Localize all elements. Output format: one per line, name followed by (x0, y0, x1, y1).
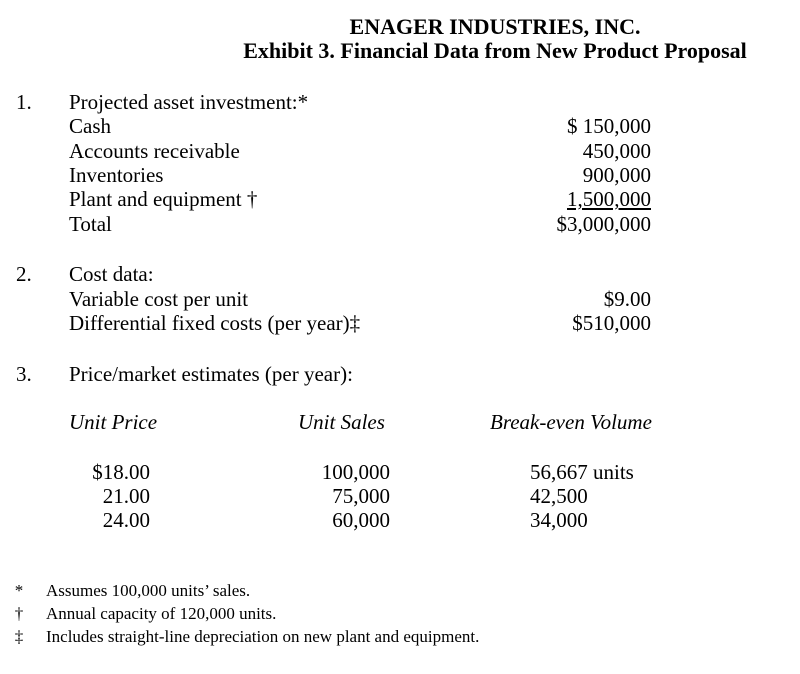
row-label-variable-cost: Variable cost per unit (69, 287, 249, 311)
column-header-unit-price: Unit Price (69, 410, 158, 434)
row-label-plant-and-equipment: Plant and equipment † (69, 187, 258, 211)
exhibit-title: Exhibit 3. Financial Data from New Product Proposal (243, 38, 747, 63)
footnote-mark-dagger: † (14, 604, 24, 623)
section-number-1: 1. (16, 90, 32, 114)
cell-sales-2: 75,000 (332, 484, 390, 508)
row-value-variable-cost: $9.00 (603, 287, 651, 311)
row-value-total: $3,000,000 (556, 212, 651, 236)
cell-price-1: $18.00 (92, 460, 150, 484)
footnote-mark-double-dagger: ‡ (14, 627, 24, 646)
section-heading-cost-data: Cost data: (69, 262, 154, 286)
row-value-cash: $ 150,000 (567, 114, 651, 138)
row-value-plant-and-equipment: 1,500,000 (567, 187, 651, 211)
column-header-break-even: Break-even Volume (490, 410, 652, 434)
row-value-inventories: 900,000 (582, 163, 651, 187)
cell-sales-1: 100,000 (321, 460, 390, 484)
column-header-unit-sales: Unit Sales (298, 410, 385, 434)
cell-sales-3: 60,000 (332, 508, 390, 532)
cell-breakeven-3: 34,000 (530, 508, 588, 532)
cell-breakeven-1: 56,667 units (530, 460, 634, 484)
footnote-text-double-dagger: Includes straight-line depreciation on new plant and equipment. (46, 627, 480, 646)
cell-breakeven-2: 42,500 (530, 484, 588, 508)
row-value-accounts-receivable: 450,000 (582, 139, 651, 163)
section-number-2: 2. (16, 262, 32, 286)
footnote-text-dagger: Annual capacity of 120,000 units. (46, 604, 277, 623)
row-label-inventories: Inventories (69, 163, 164, 187)
row-label-accounts-receivable: Accounts receivable (69, 139, 240, 163)
cell-price-2: 21.00 (102, 484, 150, 508)
company-title: ENAGER INDUSTRIES, INC. (349, 14, 641, 39)
section-number-3: 3. (16, 362, 32, 386)
row-label-fixed-costs: Differential fixed costs (per year)‡ (69, 311, 361, 335)
row-value-fixed-costs: $510,000 (572, 311, 651, 335)
section-heading-asset-investment: Projected asset investment:* (69, 90, 309, 114)
footnote-mark-asterisk: * (14, 581, 24, 600)
row-label-total: Total (69, 212, 112, 236)
row-label-cash: Cash (69, 114, 111, 138)
footnote-text-asterisk: Assumes 100,000 units’ sales. (46, 581, 251, 600)
row-value-plant-and-equipment-wrap (450, 187, 651, 211)
cell-price-3: 24.00 (102, 508, 150, 532)
section-heading-price-market: Price/market estimates (per year): (69, 362, 353, 386)
